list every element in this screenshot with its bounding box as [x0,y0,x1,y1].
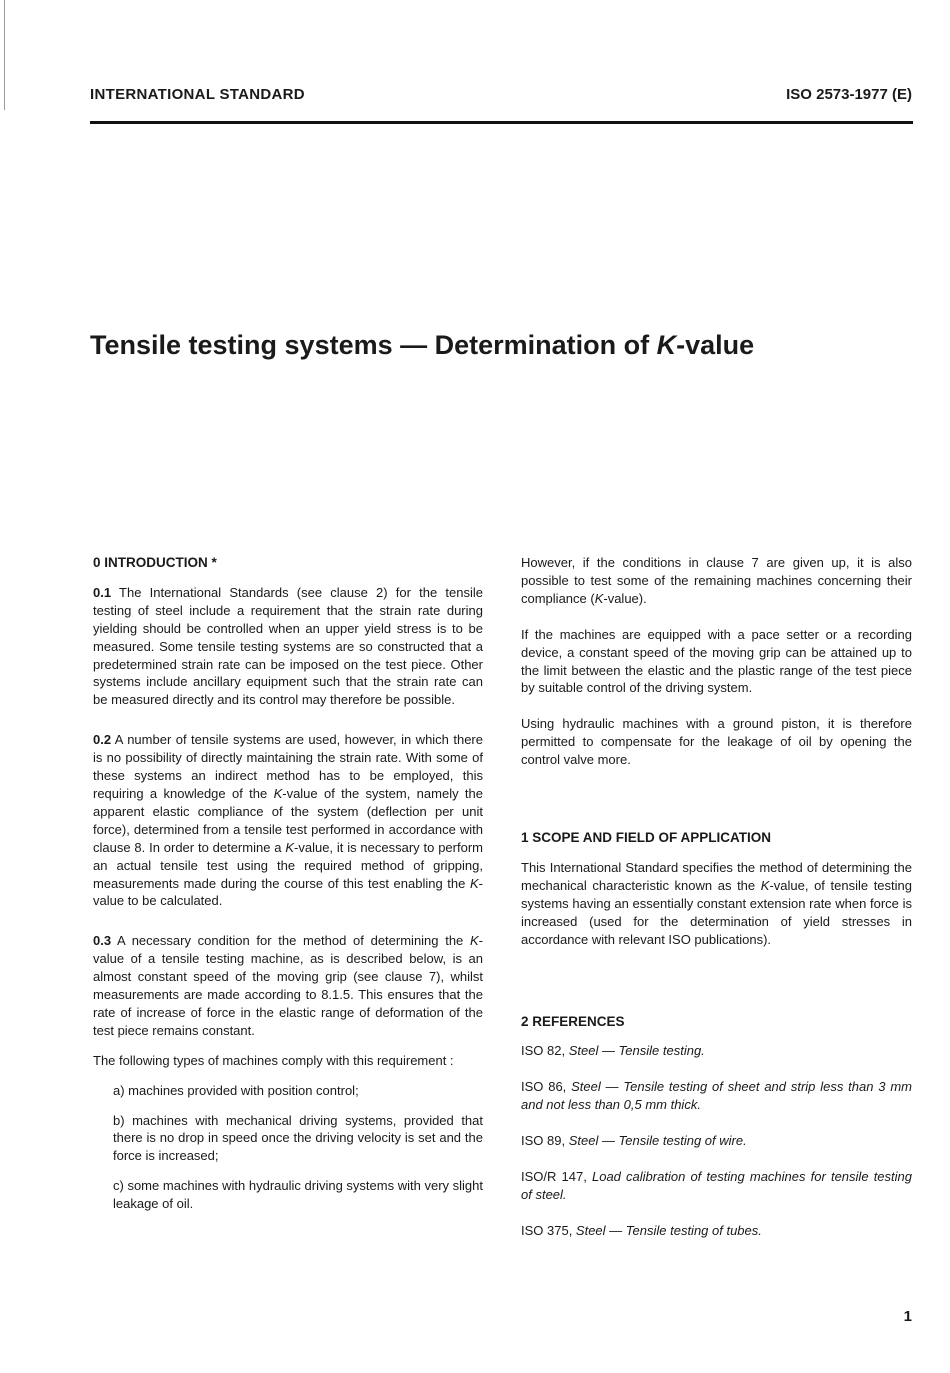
reference-title: Load calibration of testing machines for tensile testing of steel. [521,1169,912,1202]
paragraph-machine-types: The following types of machines comply with this requirement : [93,1052,454,1068]
section-1-heading: 1 SCOPE AND FIELD OF APPLICATION [521,830,772,846]
k-symbol: K [760,877,770,893]
header-rule [90,121,913,124]
reference-item [521,1168,912,1204]
paragraph-pace-setter: If the machines are equipped with a pace setter or a recording device, a constant speed of the moving grip can be attained up to the limit between the elastic and the plastic range of the test piece by suitable control of the driving system. [521,626,912,696]
paragraph-conditions [521,554,912,608]
scan-margin-line [4,0,5,110]
k-symbol: K [594,590,604,606]
paragraph-0-2-text-a: A number of tensile systems are used, however, in which there is no possibility of directly maintaining the strain rate. With some of these systems an indirect method has to be employed, this requiring a knowledge of the [93,732,483,801]
header-standard-number: ISO 2573-1977 (E) [786,86,912,103]
paragraph-hydraulic: Using hydraulic machines with a ground piston, it is therefore permitted to compensate for the leakage of oil by opening the control valve more. [521,716,912,768]
right-column [521,554,912,1240]
list-item-a: a) machines provided with position control; [113,1082,359,1098]
reference-item [521,1078,912,1114]
paragraph-0-1-text: The International Standards (see clause 2) for the tensile testing of steel include a requirement that the strain rate during yielding should be controlled when an upper yield stress is to be measured. Some tensile testing systems are so constructed that a predetermined strain rate can be imposed on the test piece. Other systems include ancillary equipment such that the strain rate can be measured directly and its control may therefore be possible. [93,584,483,708]
paragraph-conditions-text-b: -value). [603,590,647,606]
header-standard-type: INTERNATIONAL STANDARD [90,86,305,103]
reference-title: Steel — Tensile testing of sheet and strip less than 3 mm and not less than 0,5 mm thick. [521,1079,912,1113]
paragraph-scope-text-b: -value, of tensile testing systems having an essentially constant extension rate when force is increased (used for the determination of yield stresses in accordance with relevant ISO publications). [521,877,913,947]
paragraph-0-2-text-b: -value of the system, namely the apparent elastic compliance of the system (deflection per unit force), determined from a tensile test performed in accordance with clause 8. In order to determine a [93,785,483,855]
k-symbol: K [285,839,295,855]
reference-title: Steel — Tensile testing of tubes. [575,1222,762,1238]
paragraph-0-2-text-d: -value to be calculated. [93,875,483,909]
paragraph-0-3-text-b: -value of a tensile testing machine, as is described below, is an almost constant speed of the moving grip (see clause 7), whilst measurements are made according to 8.1.5. This ensures that the rate of increase of force in the elastic range of deformation of the test piece remains constant. [93,933,483,1038]
reference-code: ISO 86, [521,1079,572,1095]
paragraph-conditions-text-a: However, if the conditions in clause 7 are given up, it is also possible to test some of the remaining machines concerning their compliance ( [521,555,912,606]
left-column [93,554,483,1213]
k-symbol: K [469,875,479,891]
paragraph-0-3-text-a: A necessary condition for the method of determining the [111,933,470,949]
title-k: K [656,330,677,360]
paragraph-0-3-number: 0.3 [93,933,112,949]
reference-code: ISO 89, [521,1133,569,1149]
list-item-c: c) some machines with hydraulic driving systems with very slight leakage of oil. [113,1178,483,1212]
reference-code: ISO 375, [521,1222,576,1238]
reference-title: Steel — Tensile testing of wire. [568,1133,747,1149]
page-number: 1 [903,1308,912,1325]
section-2-heading: 2 REFERENCES [521,1013,625,1029]
document-title [90,330,754,361]
reference-item [521,1222,912,1240]
title-part1: Tensile testing systems — Determination of [90,330,657,360]
reference-item [521,1042,912,1060]
reference-item [521,1132,912,1150]
list-item-b: b) machines with mechanical driving systems, provided that there is no drop in speed once the driving velocity is set and the force is increased; [113,1112,483,1164]
k-symbol: K [273,785,283,801]
title-part2: -value [676,330,755,360]
reference-code: ISO 82, [521,1043,569,1059]
paragraph-scope-text-a: This International Standard specifies the method of determining the mechanical characteristic known as the [521,859,912,893]
paragraph-0-3 [93,932,483,1039]
reference-code: ISO/R 147, [521,1169,592,1185]
k-symbol: K [469,933,479,949]
paragraph-0-2 [93,731,483,910]
section-0-heading: 0 INTRODUCTION * [93,555,217,570]
paragraph-0-2-text-c: -value, it is necessary to perform an actual tensile test using the required method of gripping, measurements made during the course of this test enabling the [93,839,483,891]
paragraph-0-2-number: 0.2 [93,732,112,748]
paragraph-scope [521,859,912,949]
paragraph-0-1-number: 0.1 [93,584,112,600]
paragraph-0-1 [93,584,483,709]
reference-title: Steel — Tensile testing. [568,1043,705,1059]
